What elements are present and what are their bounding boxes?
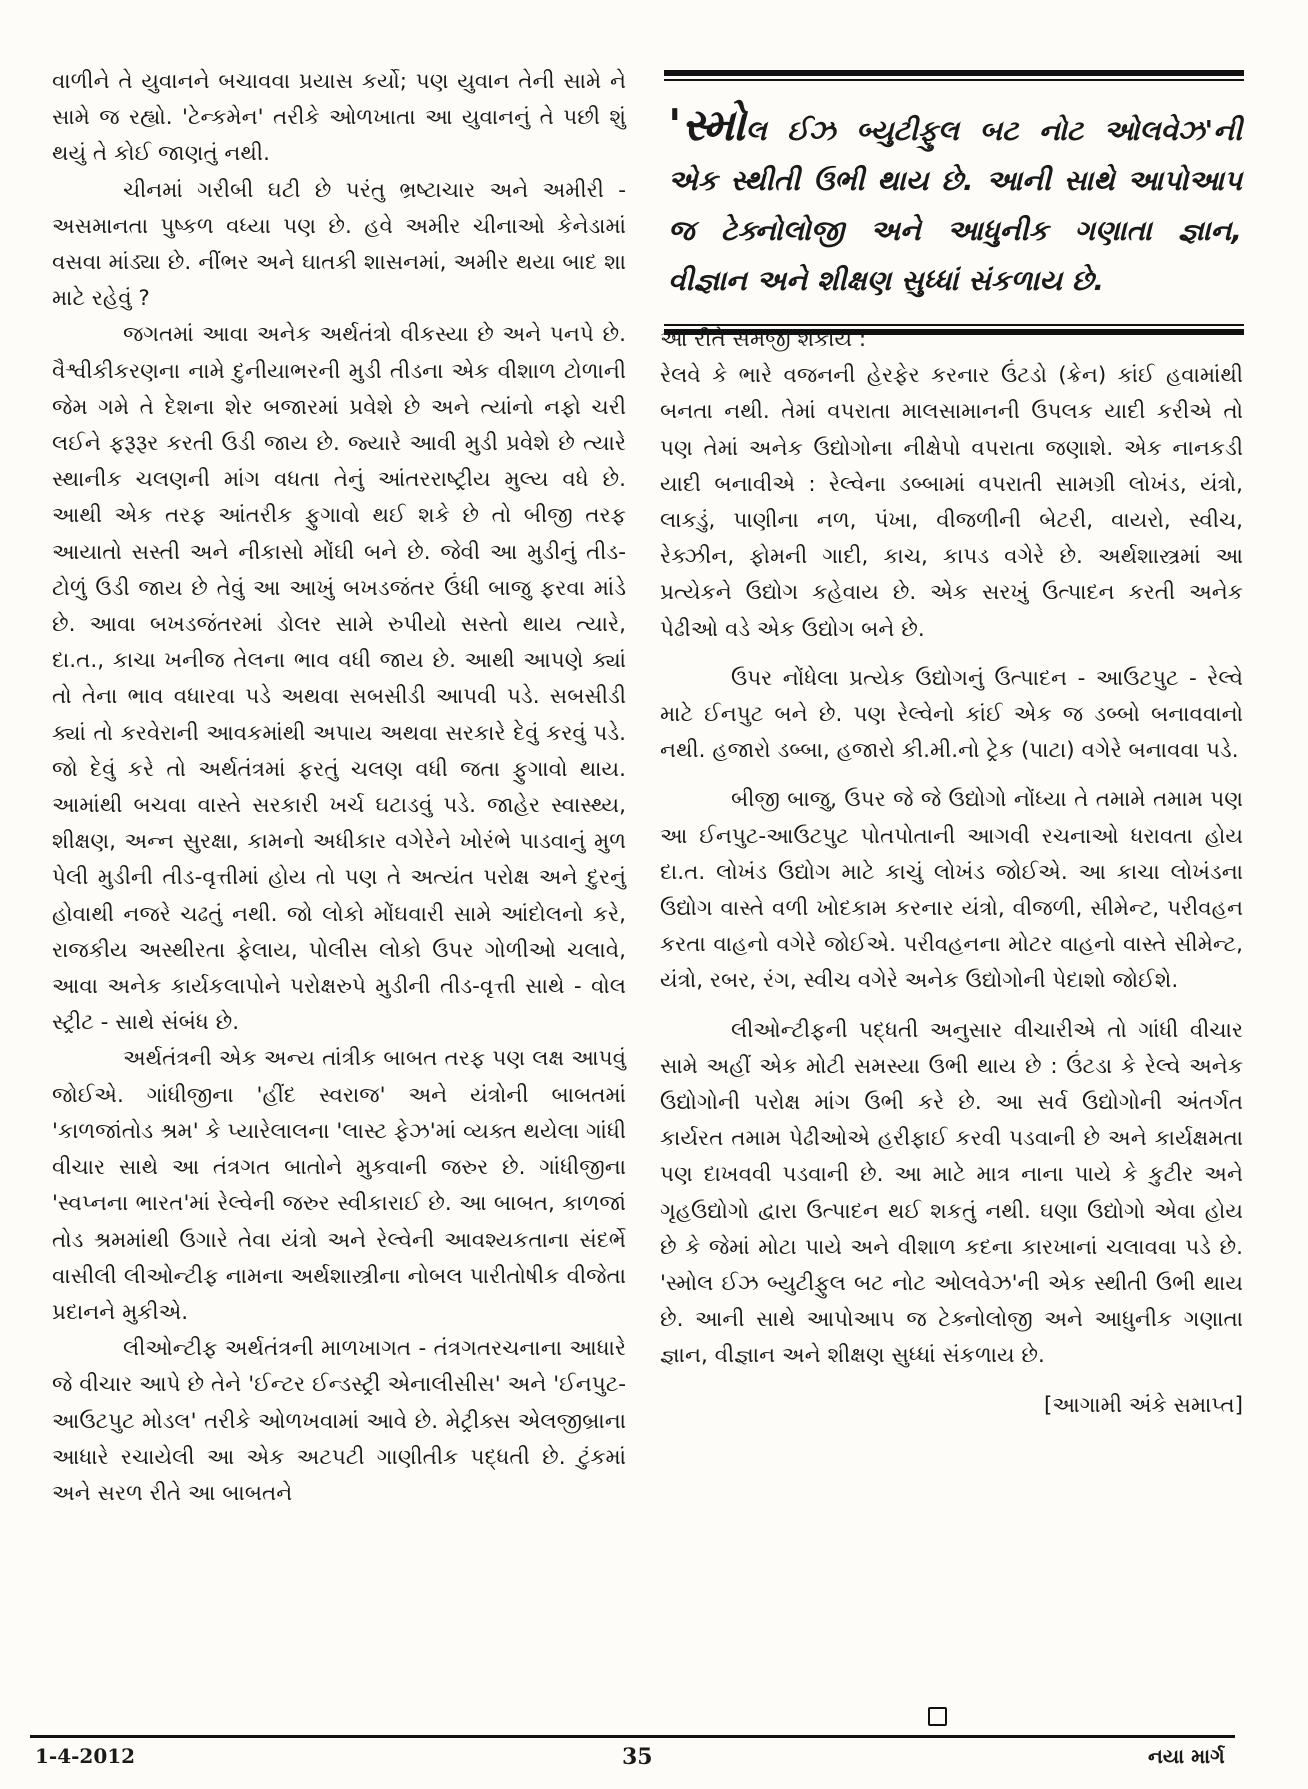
- page-number: 35: [622, 1744, 653, 1770]
- top-rule: [664, 70, 1244, 76]
- paragraph: ચીનમાં ગરીબી ઘટી છે પરંતુ ભ્રષ્ટાચાર અને અમીરી - અસમાનતા પુષ્કળ વધ્યા પણ છે. હવે અમીર ચીનાઓ કેનેડામાં વસવા માંડ્યા છે. નીંભર અને ઘાતકી શાસનમાં, અમીર થયા બાદ શા માટે રહેવું ?: [52, 177, 626, 312]
- paragraph: બીજી બાજુ, ઉપર જે જે ઉદ્યોગો નોંધ્યા તે તમામે તમામ પણ આ ઈનપુટ-આઉટપુટ પોતપોતાની આગવી રચનાઓ ધરાવતા હોય દા.ત. લોખંડ ઉદ્યોગ માટે કાચું લોખંડ જોઈએ. આ કાચા લોખંડના ઉદ્યોગ વાસ્તે વળી ખોદકામ કરનાર યંત્રો, વીજળી, સીમેન્ટ, પરીવહન કરતા વાહનો વગેરે જોઈએ. પરીવહનના મોટર વાહનો વાસ્તે સીમેન્ટ, યંત્રો, રબર, રંગ, સ્વીચ વગેરે અનેક ઉદ્યોગોની પેદાશો જોઈશે.: [660, 787, 1243, 994]
- pull-quote-text: લ ઈઝ બ્યુટીફુલ બટ નોટ ઓલવેઝ'ની એક સ્થીતી ઉભી થાય છે. આની સાથે આપોઆપ જ ટેક્નોલોજી અને આધુનીક ગણાતા જ્ઞાન, વીજ્ઞાન અને શીક્ષણ સુધ્ધાં સંકળાય છે.: [668, 114, 1242, 297]
- pull-quote-box: [664, 70, 1244, 335]
- left-column: [52, 64, 626, 1512]
- paragraph: આ રીતે સમજી શકાય : રેલવે કે ભારે વજનની હેરફેર કરનાર ઉંટડો (ક્રેન) કાંઈ હવામાંથી બનતા નથી. તેમાં વપરાતા માલસામાનની ઉપલક યાદી કરીએ તો પણ તેમાં અનેક ઉદ્યોગોના નીક્ષેપો વપરાતા જણાશે. એક નાનકડી યાદી બનાવીએ : રેલ્વેના ડબ્બામાં વપરાતી સામગ્રી લોખંડ, યંત્રો, લાકડું, પાણીના નળ, પંખા, વીજળીની બેટરી, વાયરો, સ્વીચ, રેક્ઝીન, ફોમની ગાદી, કાચ, કાપડ વગેરે છે. અર્થશાસ્ત્રમાં આ પ્રત્યેકને ઉદ્યોગ કહેવાય છે. એક સરખું ઉત્પાદન કરતી અનેક પેઢીઓ વડે એક ઉદ્યોગ બને છે.: [660, 327, 1243, 642]
- paragraph: જગતમાં આવા અનેક અર્થતંત્રો વીકસ્યા છે અને પનપે છે. વૈશ્વીકીકરણના નામે દુનીયાભરની મુડી તીડના એક વીશાળ ટોળાની જેમ ગમે તે દેશના શેર બજારમાં પ્રવેશે છે અને ત્યાંનો નફો ચરી લઈને ફરૂરૂર કરતી ઉડી જાય છે. જ્યારે આવી મુડી પ્રવેશે છે ત્યારે સ્થાનીક ચલણની માંગ વધતા તેનું આંતરરાષ્ટ્રીય મુલ્ય વધે છે. આથી એક તરફ આંતરીક ફુગાવો થઈ શકે છે તો બીજી તરફ આયાતો સસ્તી અને નીકાસો મોંઘી બને છે. જેવી આ મુડીનું તીડ-ટોળું ઉડી જાય છે તેવું આ આખું બખડજંતર ઉંધી બાજુ ફરવા માંડે છે. આવા બખડજંતરમાં ડોલર સામે રુપીયો સસ્તો થાય ત્યારે, દા.ત., કાચા ખનીજ તેલના ભાવ વધી જાય છે. આથી આપણે ક્યાં તો તેના ભાવ વધારવા પડે અથવા સબસીડી આપવી પડે. સબસીડી ક્યાં તો કરવેરાની આવકમાંથી અપાય અથવા સરકારે દેવું કરવું પડે. જો દેવું કરે તો અર્થતંત્રમાં ફરતું ચલણ વધી જતા ફુગાવો થાય. આમાંથી બચવા વાસ્તે સરકારી ખર્ચ ઘટાડવું પડે. જાહેર સ્વાસ્થ્ય, શીક્ષણ, અન્ન સુરક્ષા, કામનો અધીકાર વગેરેને ખોરંભે પાડવાનું મુળ પેલી મુડીની તીડ-વૃત્તીમાં હોય તો પણ તે અત્યંત પરોક્ષ અને દુરનું હોવાથી નજરે ચઢતું નથી. જો લોકો મોંઘવારી સામે આંદોલનો કરે, રાજકીય અસ્થીરતા ફેલાય, પોલીસ લોકો ઉપર ગોળીઓ ચલાવે, આવા અનેક કાર્યકલાપોને પરોક્ષરુપે મુડીની તીડ-વૃત્તી સાથે - વોલ સ્ટ્રીટ - સાથે સંબંધ છે.: [52, 322, 626, 1036]
- paragraph: ઉપર નોંધેલા પ્રત્યેક ઉદ્યોગનું ઉત્પાદન - આઉટપુટ - રેલ્વે માટે ઈનપુટ બને છે. પણ રેલ્વેનો કાંઈ એક જ ડબ્બો બનાવવાનો નથી. હજારો ડબ્બા, હજારો કી.મી.નો ટ્રેક (પાટા) વગેરે બનાવવા પડે.: [660, 665, 1243, 764]
- magazine-name: નયા માર્ગ: [1148, 1744, 1225, 1768]
- paragraph: વાળીને તે યુવાનને બચાવવા પ્રયાસ કર્યો; પણ યુવાન તેની સામે ને સામે જ રહ્યો. 'ટેન્કમેન' તરીકે ઓળખાતા આ યુવાનનું તે પછી શું થયું તે કોઈ જાણતું નથી.: [52, 69, 626, 167]
- pull-quote-lead: 'સ્મો: [668, 100, 746, 151]
- to-be-continued-note: [આગામી અંકે સમાપ્ત]: [1043, 1392, 1243, 1418]
- footer-rule: [30, 1735, 1235, 1738]
- right-column: [660, 322, 1243, 1424]
- paragraph: લીઓન્ટીફ અર્થતંત્રની માળખાગત - તંત્રગતરચનાના આધારે જે વીચાર આપે છે તેને 'ઈન્ટર ઈન્ડસ્ટ્રી એનાલીસીસ' અને 'ઈનપુટ-આઉટપુટ મોડલ' તરીકે ઓળખવામાં આવે છે. મેટ્રીક્સ એલજીબ્રાના આધારે રચાયેલી આ એક અટપટી ગાણીતીક પદ્ધતી છે. ટુંકમાં અને સરળ રીતે આ બાબતને: [52, 1336, 626, 1506]
- pull-quote: [664, 81, 1244, 324]
- end-of-article-box-icon: [928, 1707, 947, 1726]
- footer-date: 1-4-2012: [35, 1744, 136, 1768]
- paragraph: લીઓન્ટીફની પદ્ધતી અનુસાર વીચારીએ તો ગાંધી વીચાર સામે અહીં એક મોટી સમસ્યા ઉભી થાય છે : ઉંટડા કે રેલ્વે અનેક ઉદ્યોગોની પરોક્ષ માંગ ઉભી કરે છે. આ સર્વ ઉદ્યોગોની અંતર્ગત કાર્યરત તમામ પેઢીઓએ હરીફાઈ કરવી પડવાની છે અને કાર્યક્ષમતા પણ દાખવવી પડવાની છે. આ માટે માત્ર નાના પાયે કે કુટીર અને ગૃહઉદ્યોગો દ્વારા ઉત્પાદન થઈ શકતું નથી. ઘણા ઉદ્યોગો એવા હોય છે કે જેમાં મોટા પાયે અને વીશાળ કદના કારખાનાં ચલાવવા પડે છે. 'સ્મોલ ઈઝ બ્યુટીફુલ બટ નોટ ઓલવેઝ'ની એક સ્થીતી ઉભી થાય છે. આની સાથે આપોઆપ જ ટેક્નોલોજી અને આધુનીક ગણાતા જ્ઞાન, વીજ્ઞાન અને શીક્ષણ સુધ્ધાં સંકળાય છે.: [660, 1017, 1243, 1369]
- paragraph: અર્થતંત્રની એક અન્ય તાંત્રીક બાબત તરફ પણ લક્ષ આપવું જોઈએ. ગાંધીજીના 'હીંદ સ્વરાજ' અને યંત્રોની બાબતમાં 'કાળજાંતોડ શ્રમ' કે પ્યારેલાલના 'લાસ્ટ ફેઝ'માં વ્યક્ત થયેલા ગાંધી વીચાર સાથે આ તંત્રગત બાતોને મુકવાની જરુર છે. ગાંધીજીના 'સ્વપ્નના ભારત'માં રેલ્વેની જરુર સ્વીકારાઈ છે. આ બાબત, કાળજાં તોડ શ્રમમાંથી ઉગારે તેવા યંત્રો અને રેલ્વેની આવશ્યકતાના સંદર્ભે વાસીલી લીઓન્ટીફ નામના અર્થશાસ્ત્રીના નોબલ પારીતોષીક વીજેતા પ્રદાનને મુકીએ.: [52, 1046, 626, 1325]
